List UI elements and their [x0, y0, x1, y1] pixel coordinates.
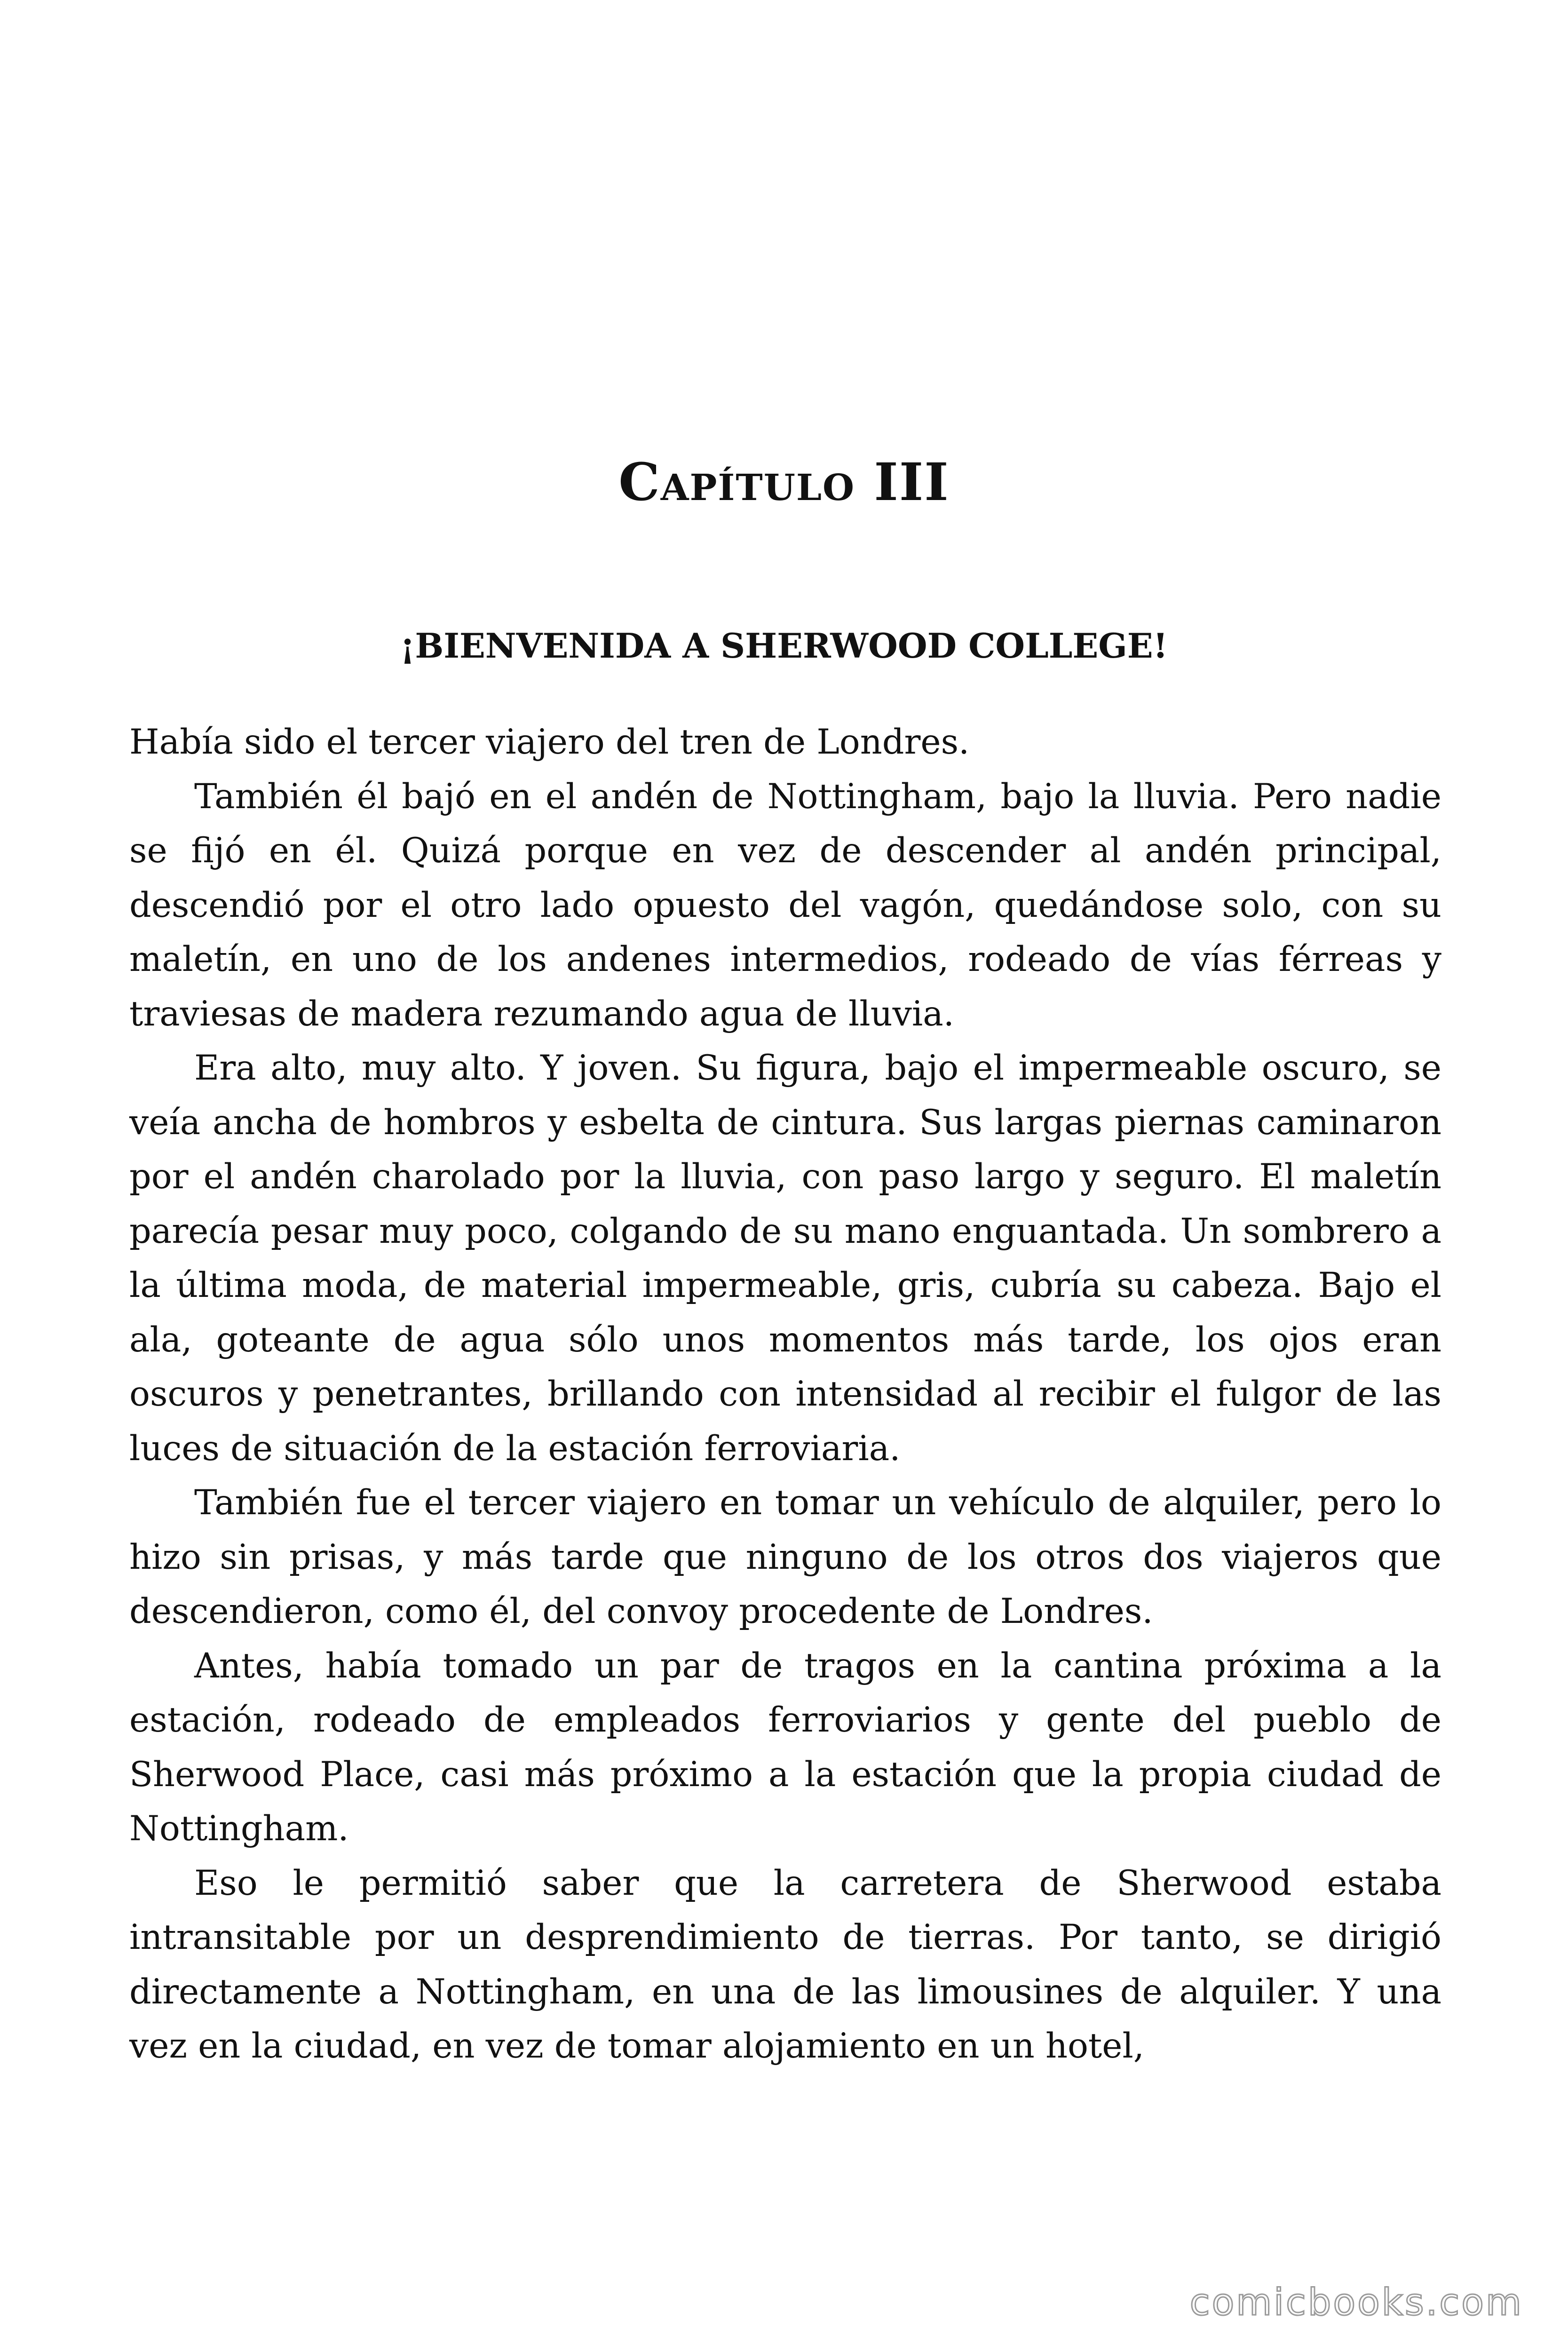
chapter-title: Capítulo III	[618, 452, 950, 512]
body-text	[129, 715, 1441, 2074]
paragraph: Era alto, muy alto. Y joven. Su figura, bajo el impermeable oscuro, se veía ancha de hombros y esbelta de cintura. Sus largas piernas caminaron por el andén charolado por la lluvia, con paso largo y seguro. El maletín parecía pesar muy poco, colgando de su mano enguantada. Un sombrero a la última moda, de material impermeable, gris, cubría su cabeza. Bajo el ala, goteante de agua sólo unos momentos más tarde, los ojos eran oscuros y penetrantes, brillando con intensidad al recibir el fulgor de las luces de situación de la estación ferroviaria.	[129, 1048, 1441, 1469]
paragraph: Eso le permitió saber que la carretera de Sherwood estaba intransitable por un desprendimiento de tierras. Por tanto, se dirigió directamente a Nottingham, en una de las limousines de alquiler. Y una vez en la ciudad, en vez de tomar alojamiento en un hotel,	[129, 1863, 1441, 2066]
watermark: comicbooks.com	[1189, 2281, 1523, 2324]
paragraph: Había sido el tercer viajero del tren de Londres.	[129, 722, 970, 762]
paragraph: Antes, había tomado un par de tragos en la cantina próxima a la estación, rodeado de empleados ferroviarios y gente del pueblo de Sherwood Place, casi más próximo a la estación que la propia ciudad de Nottingham.	[129, 1645, 1441, 1849]
chapter-subtitle: ¡BIENVENIDA A SHERWOOD COLLEGE!	[400, 626, 1168, 666]
paragraph: También fue el tercer viajero en tomar un vehículo de alquiler, pero lo hizo sin prisas, y más tarde que ninguno de los otros dos viajeros que descendieron, como él, del convoy procedente de Londres.	[129, 1483, 1441, 1631]
paragraph: También él bajó en el andén de Nottingham, bajo la lluvia. Pero nadie se fijó en él. Quizá porque en vez de descender al andén principal, descendió por el otro lado opuesto del vagón, quedándose solo, con su maletín, en uno de los andenes intermedios, rodeado de vías férreas y traviesas de madera rezumando agua de lluvia.	[129, 776, 1441, 1034]
